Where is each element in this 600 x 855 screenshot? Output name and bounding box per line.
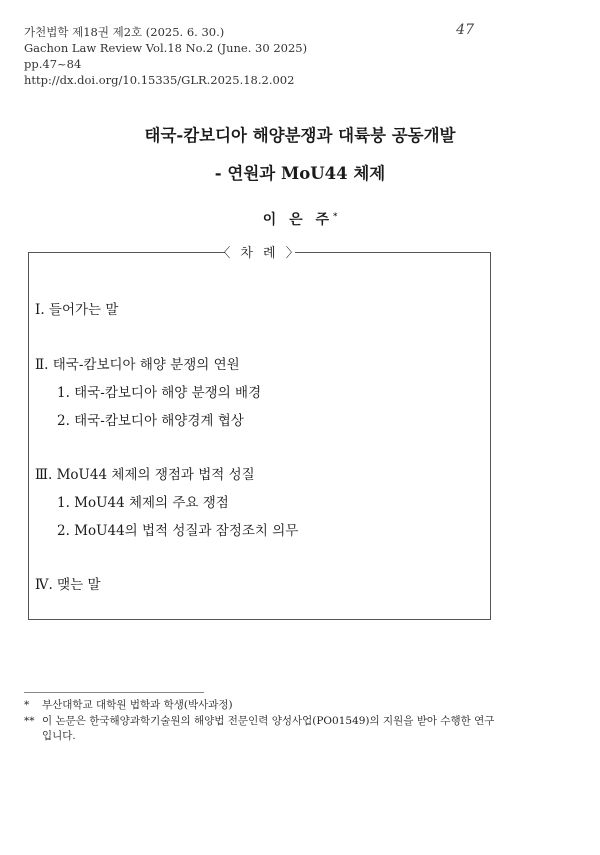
author-name: 이 은 주 xyxy=(262,212,334,228)
toc-item-section-2: Ⅱ. 태국-캄보디아 해양 분쟁의 연원 xyxy=(35,357,240,373)
toc-item-section-3-2: 2. MoU44의 법적 성질과 잠정조치 의무 xyxy=(57,523,299,539)
toc-item-section-3-1: 1. MoU44 체제의 주요 쟁점 xyxy=(57,495,229,511)
toc-item-section-2-1: 1. 태국-캄보디아 해양 분쟁의 배경 xyxy=(57,385,262,401)
toc-item-section-1: Ⅰ. 들어가는 말 xyxy=(35,302,119,318)
footnote-2 xyxy=(24,714,564,744)
toc-item-section-2-2: 2. 태국-캄보디아 해양경계 협상 xyxy=(57,413,244,429)
journal-issue-english: Gachon Law Review Vol.18 No.2 (June. 30 2025) xyxy=(24,41,308,55)
page-range: pp.47~84 xyxy=(24,57,82,71)
footnote-2-continuation: 입니다. xyxy=(42,730,76,742)
footnote-divider xyxy=(24,692,204,693)
paper-title: 태국-캄보디아 해양분쟁과 대륙붕 공동개발 xyxy=(144,126,456,145)
journal-issue-korean: 가천법학 제18권 제2호 (2025. 6. 30.) xyxy=(24,25,225,39)
author xyxy=(0,209,600,229)
journal-header xyxy=(24,24,307,88)
toc-heading: 〈 차 례 〉 xyxy=(217,246,302,261)
paper-subtitle: - 연원과 MoU44 체제 xyxy=(214,164,386,183)
table-of-contents xyxy=(28,246,491,620)
footnote-2-text: 이 논문은 한국해양과학기술원의 해양법 전문인력 양성사업(PO01549)의 지원을 받아 수행한 연구 xyxy=(42,715,495,727)
author-footnote-mark: * xyxy=(333,210,338,221)
footnote-1 xyxy=(24,698,233,713)
footnote-1-mark: * xyxy=(24,699,30,711)
toc-item-section-4: Ⅳ. 맺는 말 xyxy=(35,577,101,593)
footnote-2-mark: ** xyxy=(24,715,35,727)
footnote-1-text: 부산대학교 대학원 법학과 학생(박사과정) xyxy=(42,699,233,711)
toc-item-section-3: Ⅲ. MoU44 체제의 쟁점과 법적 성질 xyxy=(35,467,255,483)
doi-link[interactable]: http://dx.doi.org/10.15335/GLR.2025.18.2.002 xyxy=(24,73,295,87)
page-number: 47 xyxy=(456,22,474,38)
